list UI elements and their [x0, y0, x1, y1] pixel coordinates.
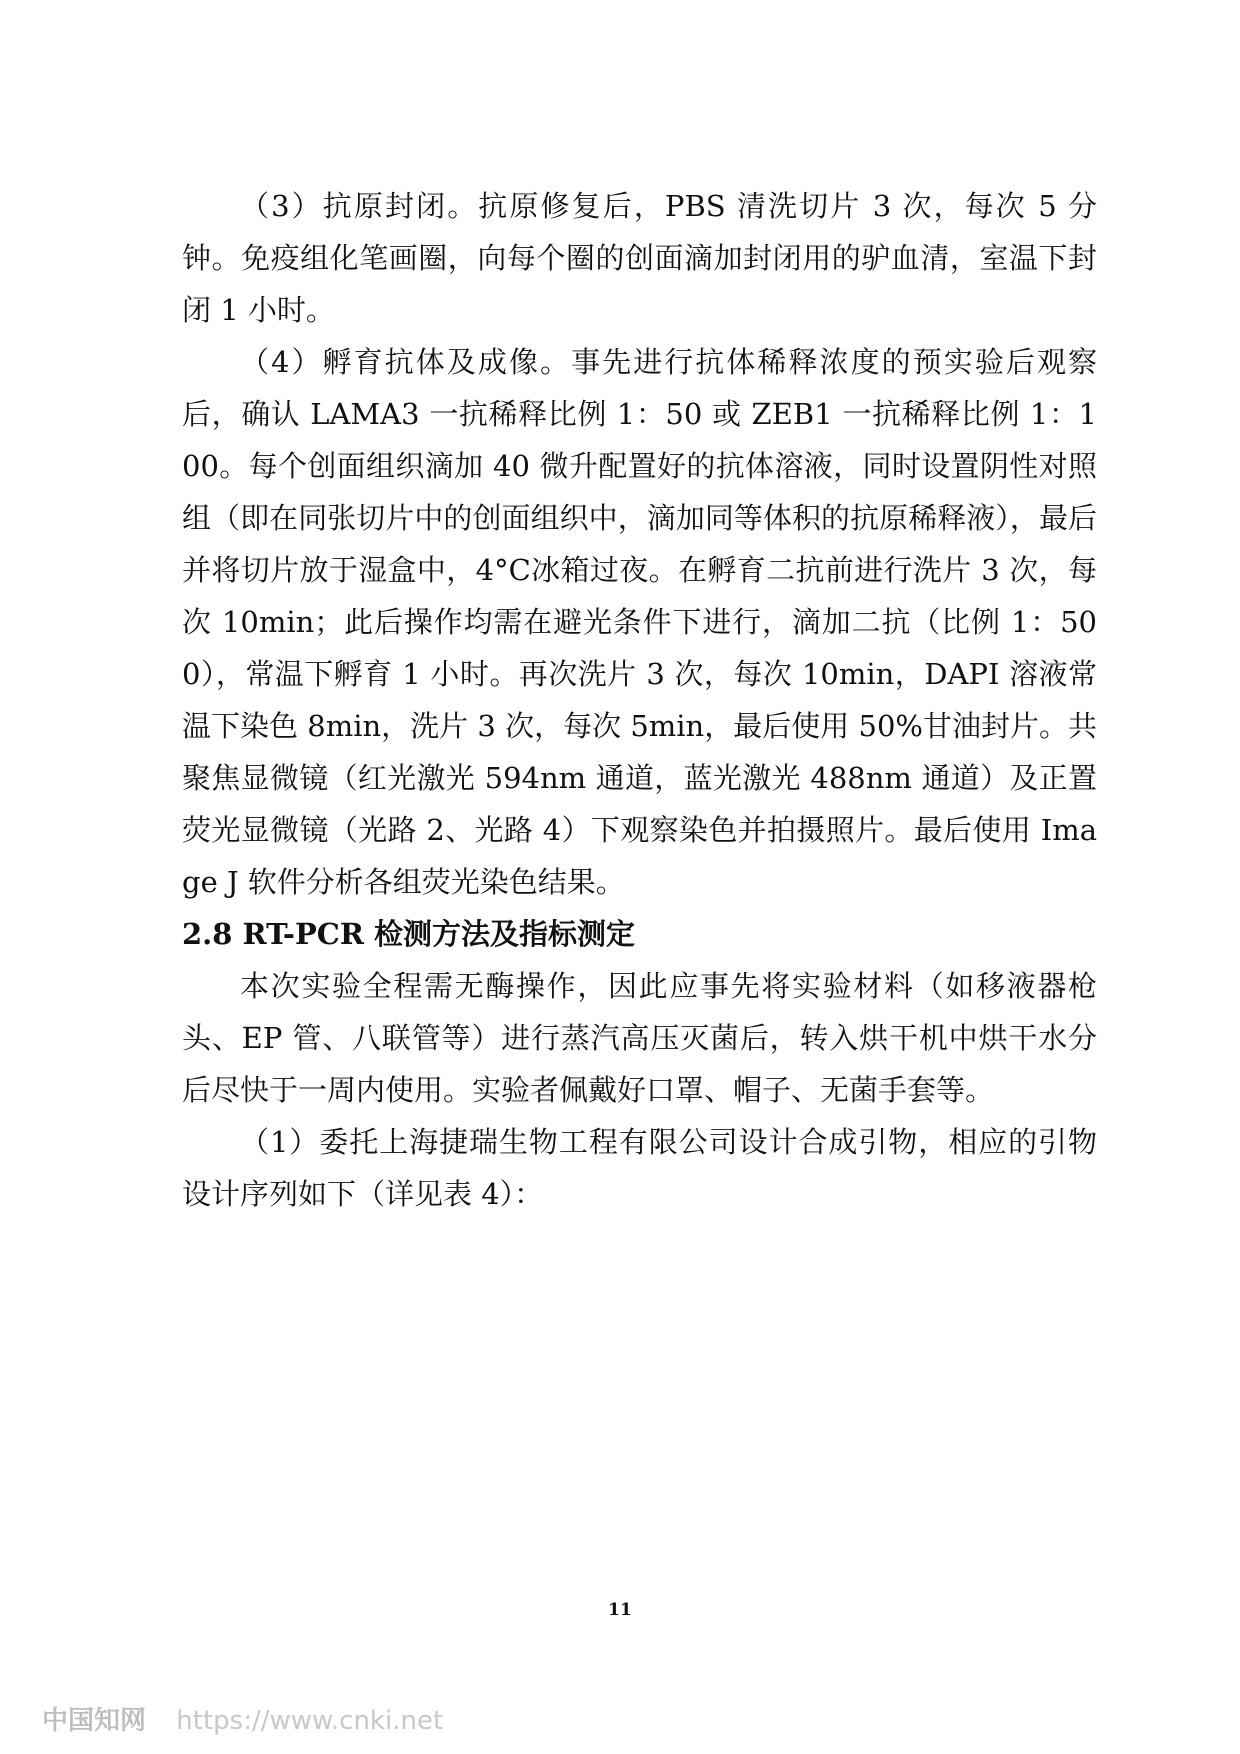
paragraph-antibody-incubation: （4）孵育抗体及成像。事先进行抗体稀释浓度的预实验后观察后，确认 LAMA3 一抗稀释比例 1：50 或 ZEB1 一抗稀释比例 1：100。每个创面组织滴加 40 微升配置好的抗体溶液，同时设置阴性对照组（即在同张切片中的创面组织中，滴加同等体积的抗原稀释液），最后并将切片放于湿盒中，4°C冰箱过夜。在孵育二抗前进行洗片 3 次，每次 10min；此后操作均需在避光条件下进行，滴加二抗（比例 1：500），常温下孵育 1 小时。再次洗片 3 次，每次 10min，DAPI 溶液常温下染色 8min，洗片 3 次，每次 5min，最后使用 50%甘油封片。共聚焦显微镜（红光激光 594nm 通道，蓝光激光 488nm 通道）及正置荧光显微镜（光路 2、光路 4）下观察染色并拍摄照片。最后使用 Image J 软件分析各组荧光染色结果。 [182, 345, 1097, 899]
page-number: 11 [608, 1600, 632, 1620]
paragraph-primer-design: （1）委托上海捷瑞生物工程有限公司设计合成引物，相应的引物设计序列如下（详见表 4）： [182, 1125, 1097, 1211]
section-heading-rt-pcr: 2.8 RT-PCR 检测方法及指标测定 [182, 917, 636, 951]
watermark-url: https://www.cnki.net [176, 1706, 444, 1736]
paragraph-rnase-free: 本次实验全程需无酶操作，因此应事先将实验材料（如移液器枪头、EP 管、八联管等）进行蒸汽高压灭菌后，转入烘干机中烘干水分后尽快于一周内使用。实验者佩戴好口罩、帽子、无菌手套等。 [182, 969, 1097, 1107]
watermark [42, 1700, 443, 1737]
paragraph-antigen-blocking: （3）抗原封闭。抗原修复后，PBS 清洗切片 3 次，每次 5 分钟。免疫组化笔画圈，向每个圈的创面滴加封闭用的驴血清，室温下封闭 1 小时。 [182, 189, 1097, 327]
body-text [182, 180, 1097, 1220]
watermark-brand: 中国知网 [42, 1706, 147, 1736]
